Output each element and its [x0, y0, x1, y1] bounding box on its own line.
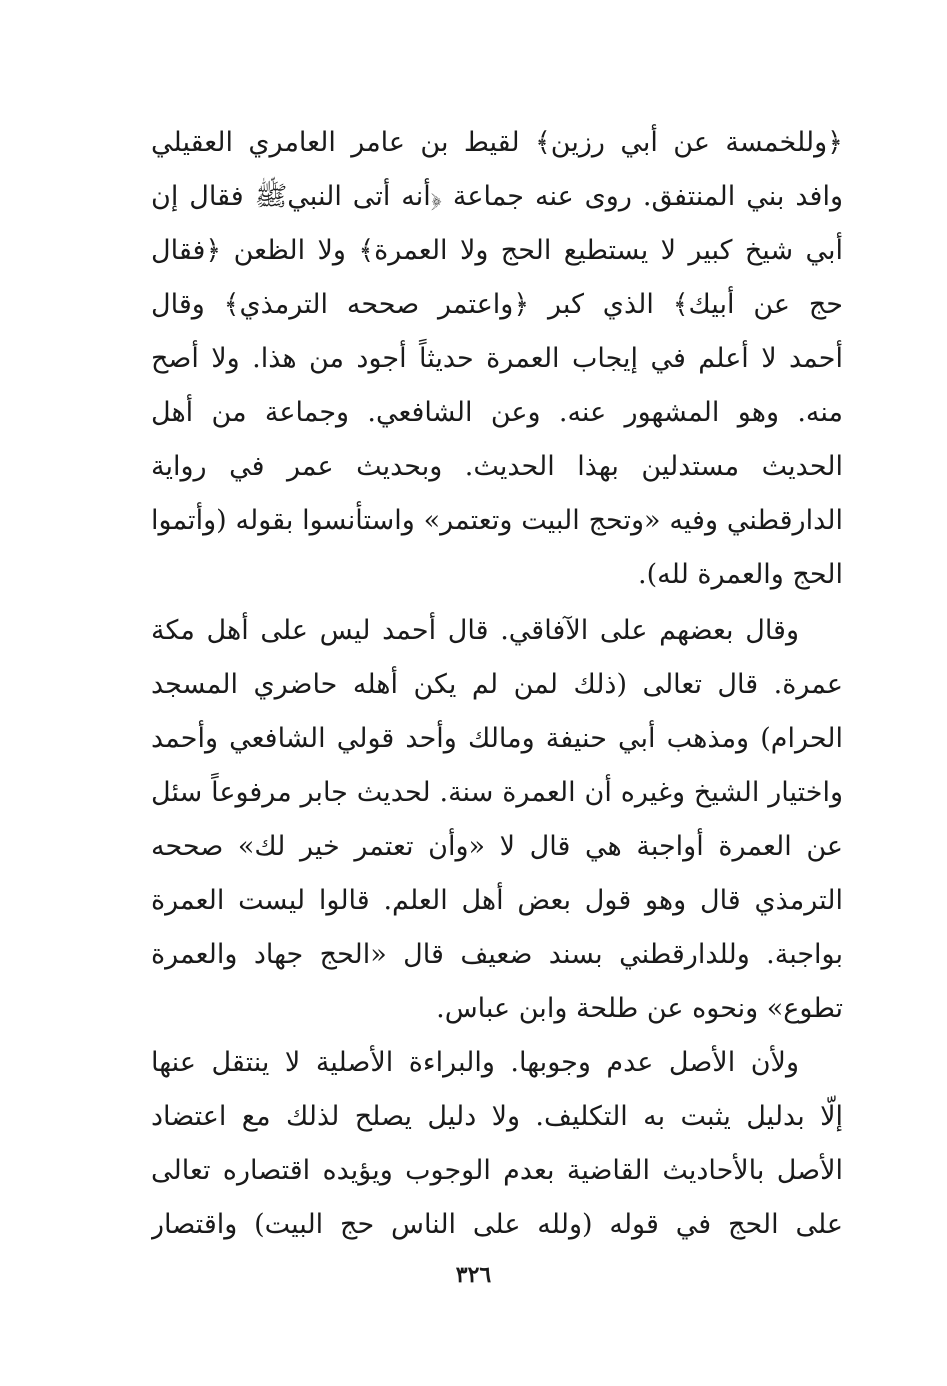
paragraph-3: [151, 1036, 843, 1252]
text-line: الحديث مستدلين بهذا الحديث. وبحديث عمر في رواية: [151, 451, 843, 482]
text-line: أبي شيخ كبير لا يستطيع الحج ولا العمرة﴾ ولا الظعن ﴿فقال: [151, 235, 843, 266]
text-line: وافد بني المنتفق. روى عنه جماعة ﴿أنه أتى النبيﷺ فقال إن: [151, 181, 843, 212]
text-line: بواجبة. وللدارقطني بسند ضعيف قال «الحج جهاد والعمرة: [151, 939, 843, 970]
text-line: عمرة. قال تعالى (ذلك لمن لم يكن أهله حاضري المسجد: [151, 669, 843, 700]
text-line: ﴿وللخمسة عن أبي رزين﴾ لقيط بن عامر العامري العقيلي: [151, 127, 843, 158]
text-line: وقال بعضهم على الآفاقي. قال أحمد ليس على أهل مكة: [151, 615, 799, 646]
text-line: ولأن الأصل عدم وجوبها. والبراءة الأصلية لا ينتقل عنها: [151, 1047, 799, 1078]
page-number: ٣٢٦: [455, 1262, 492, 1288]
text-line: حج عن أبيك﴾ الذي كبر ﴿واعتمر صححه الترمذي﴾ وقال: [151, 289, 843, 320]
paragraph-2: [151, 604, 843, 1036]
text-line: الحرام) ومذهب أبي حنيفة ومالك وأحد قولي الشافعي وأحمد: [151, 723, 843, 754]
text-line: عن العمرة أواجبة هي قال لا «وأن تعتمر خير لك» صححه: [151, 831, 843, 862]
text-line: إلّا بدليل يثبت به التكليف. ولا دليل يصلح لذلك مع اعتضاد: [151, 1101, 843, 1132]
text-line: منه. وهو المشهور عنه. وعن الشافعي. وجماعة من أهل: [151, 397, 843, 428]
text-line: الحج والعمرة لله).: [638, 559, 843, 590]
text-line: الدارقطني وفيه «وتحج البيت وتعتمر» واستأنسوا بقوله (وأتموا: [151, 505, 843, 536]
text-line: أحمد لا أعلم في إيجاب العمرة حديثاً أجود من هذا. ولا أصح: [151, 343, 843, 374]
text-line: على الحج في قوله (ولله على الناس حج البيت) واقتصار: [151, 1209, 843, 1240]
text-line: تطوع» ونحوه عن طلحة وابن عباس.: [436, 993, 843, 1024]
text-line: واختيار الشيخ وغيره أن العمرة سنة. لحديث جابر مرفوعاً سئل: [151, 777, 843, 808]
paragraph-1: [151, 116, 843, 602]
text-line: الترمذي قال وهو قول بعض أهل العلم. قالوا ليست العمرة: [151, 885, 843, 916]
text-line: الأصل بالأحاديث القاضية بعدم الوجوب ويؤيده اقتصاره تعالى: [151, 1155, 843, 1186]
